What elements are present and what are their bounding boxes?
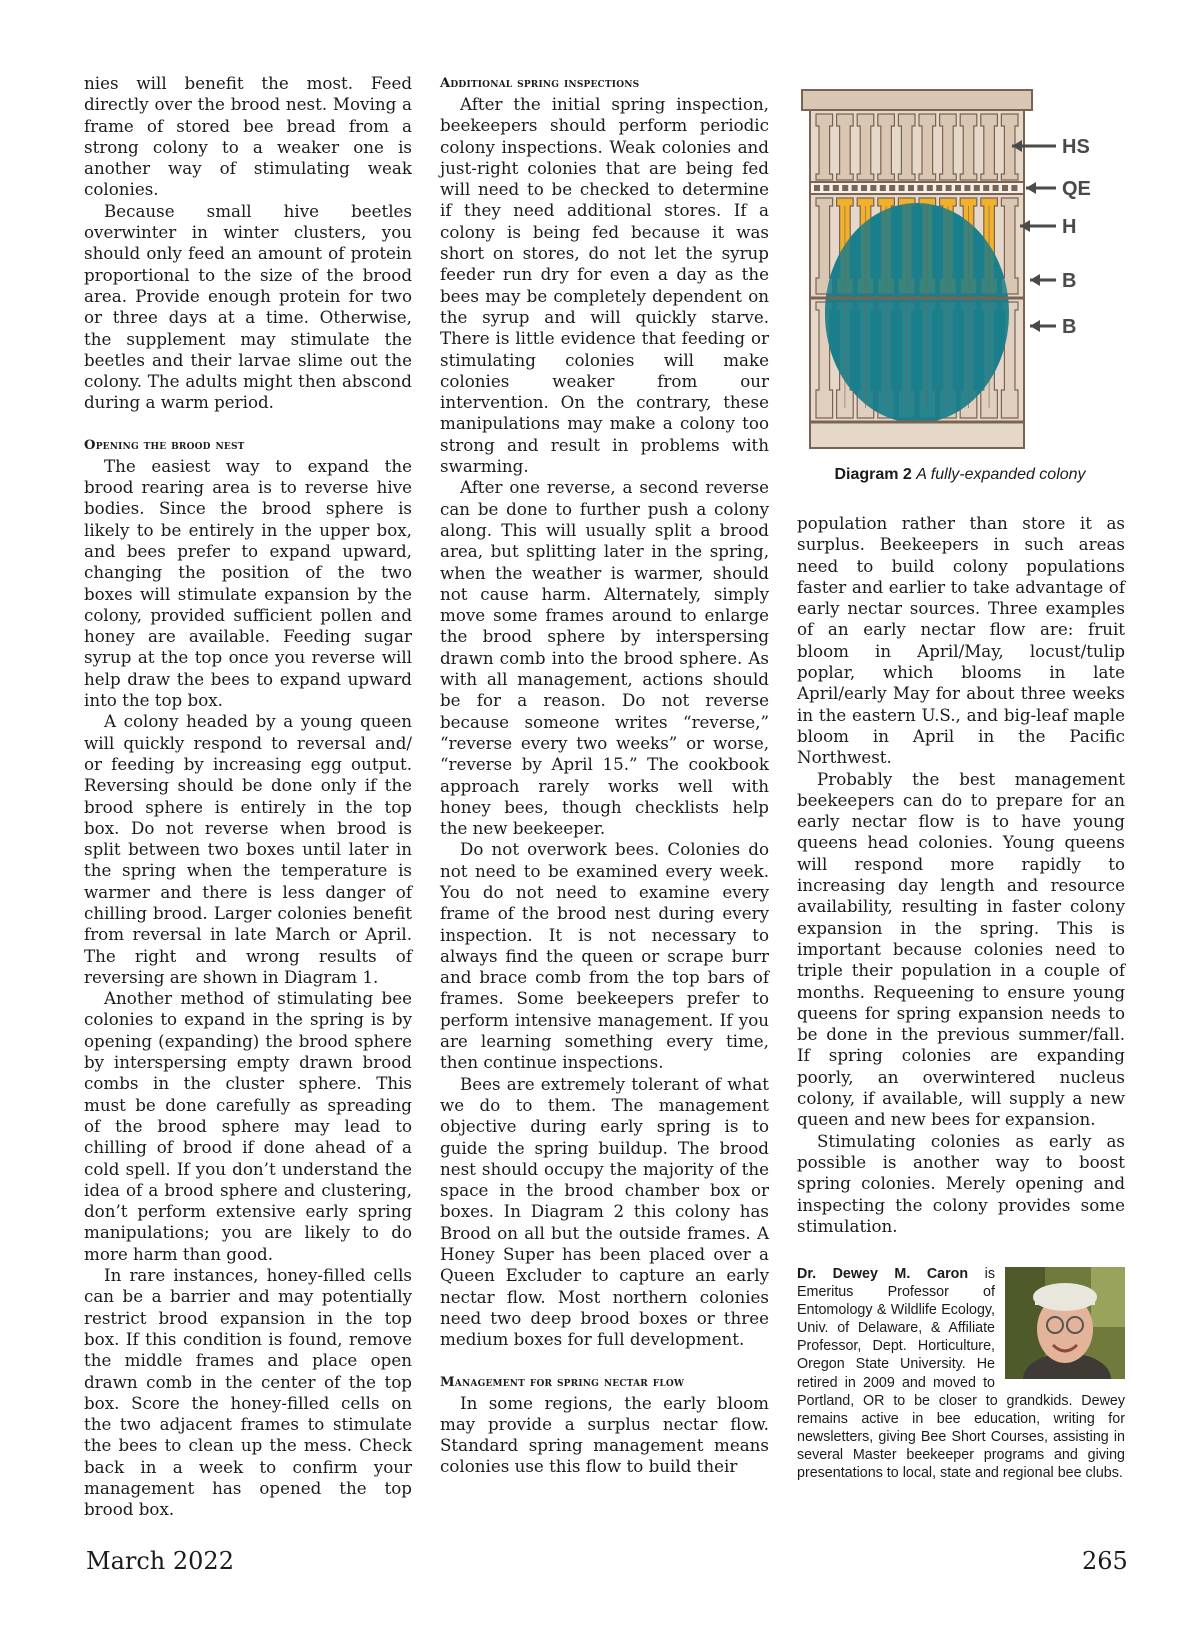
excluder-slot (823, 185, 829, 191)
excluder-slot (889, 185, 895, 191)
excluder-slot (917, 185, 923, 191)
author-name: Dr. Dewey M. Caron (797, 1266, 969, 1282)
excluder-slot (955, 185, 961, 191)
honey-super-frame (940, 114, 957, 180)
paragraph: In rare instances, honey-filled cells can be a barrier and may potentially restrict brood expansion in the top box. If this condition is found, remove the middle frames and place open drawn comb in the center of the top box. Score the honey-filled cells on the two adjacent frames to stimulate the bees to clean up the mess. Check back in a week to confirm your management has opened the top brood box. (84, 1265, 412, 1520)
arrow-head (1030, 274, 1040, 286)
paragraph: Because small hive beetles overwinter in winter clusters, you should only feed an amount of protein proportional to the size of the brood area. Provide enough protein for two or three days at a time. Otherwise, the supplement may stimulate the beetles and their larvae slime out the colony. The adults might then abscond during a warm period. (84, 200, 412, 413)
author-photo (1005, 1267, 1125, 1379)
section-heading-opening-brood-nest: Opening the brood nest (84, 437, 245, 453)
excluder-slot (974, 185, 980, 191)
page-number: 265 (1082, 1547, 1128, 1575)
paragraph: In some regions, the early bloom may provide a surplus nectar flow. Standard spring management means colonies use this flow to build their (440, 1392, 769, 1477)
diagram-hive-colony (800, 88, 1120, 458)
column-3 (797, 513, 1125, 1237)
paragraph: Do not overwork bees. Colonies do not need to be examined every week. You do not need to examine every frame of the brood nest during every inspection. It is not necessary to always find the queen or scrape burr and brace comb from the top bars of frames. Some beekeepers prefer to perform intensive management. If you are learning something every time, then continue inspections. (440, 839, 769, 1073)
diagram-label-b: B (1062, 316, 1077, 338)
excluder-slot (852, 185, 858, 191)
honey-super-frame (837, 114, 854, 180)
excluder-slot (833, 185, 839, 191)
paragraph: Stimulating colonies as early as possible is another way to boost spring colonies. Merely opening and inspecting the colony provides some stimulation. (797, 1130, 1125, 1236)
diagram-label-h: H (1062, 216, 1077, 238)
excluder-slot (842, 185, 848, 191)
paragraph: population rather than store it as surplus. Beekeepers in such areas need to build colony populations faster and earlier to take advantage of early nectar sources. Three examples of an early nectar flow are: fruit bloom in April/May, locust/tulip poplar, which blooms in late April/early May for about three weeks in the eastern U.S., and big-leaf maple bloom in April in the Pacific Northwest. (797, 513, 1125, 768)
paragraph: Another method of stimulating bee colonies to expand in the spring is by opening (expanding) the brood sphere by interspersing empty drawn brood combs in the cluster sphere. This must be done carefully as spreading of the brood sphere may lead to chilling of brood if done ahead of a cold spell. If you don’t understand the idea of a brood sphere and clustering, don’t perform extensive early spring manipulations; you are likely to do more harm than good. (84, 988, 412, 1264)
brood-sphere-overlay (825, 203, 1009, 423)
paragraph: The easiest way to expand the brood rearing area is to reverse hive bodies. Since the brood sphere is likely to be entirely in the upper box, and bees prefer to expand upward, changing the position of the two boxes will stimulate expansion by the colony, provided sufficient pollen and honey are available. Feeding sugar syrup at the top once you reverse will help draw the bees to expand upward into the top box. (84, 455, 412, 711)
excluder-slot (814, 185, 820, 191)
excluder-slot (927, 185, 933, 191)
caption-label: Diagram 2 (834, 466, 912, 483)
excluder-slot (983, 185, 989, 191)
diagram-caption (800, 466, 1120, 484)
excluder-slot (861, 185, 867, 191)
paragraph: nies will benefit the most. Feed directly over the brood nest. Moving a frame of stored bee bread from a strong colony to a weaker one is another way of stimulating weak colonies. (84, 73, 412, 200)
honey-super-frame (919, 114, 936, 180)
honey-super-frame (816, 114, 833, 180)
column-2 (440, 73, 769, 1478)
section-heading-nectar-flow: Management for spring nectar flow (440, 1374, 685, 1390)
paragraph: After the initial spring inspection, beekeepers should perform periodic colony inspections. Weak colonies and just-right colonies that are being fed will need to be checked to determine if they need additional stores. If a colony is being fed because it was short on stores, do not let the syrup feeder run dry for even a day as the bees may be completely dependent on the syrup and will quickly starve. There is little evidence that feeding or stimulating colonies will make colonies weaker from our intervention. On the contrary, these manipulations may make a colony too strong and result in problems with swarming. (440, 94, 769, 477)
excluder-slot (946, 185, 952, 191)
diagram-label-hs: HS (1062, 136, 1090, 158)
excluder-slot (1002, 185, 1008, 191)
excluder-slot (1011, 185, 1017, 191)
excluder-slot (993, 185, 999, 191)
hive-lid (802, 90, 1032, 110)
section-heading-additional-inspections: Additional spring inspections (440, 76, 640, 91)
excluder-slot (936, 185, 942, 191)
paragraph: Probably the best management beekeepers can do to prepare for an early nectar flow is to have young queens head colonies. Young queens will respond more rapidly to increasing day length and resource availability, resulting in faster colony expansion in the spring. This is important because colonies need to triple their population in a couple of months. Requeening to ensure young queens for spring expansion needs to be done in the previous summer/fall. If spring colonies are expanding poorly, an overwintered nucleus colony, if available, will supply a new queen and new bees for expansion. (797, 768, 1125, 1130)
arrow-head (1026, 182, 1036, 194)
honey-super-frame (981, 114, 998, 180)
arrow-head (1030, 320, 1040, 332)
diagram-label-qe: QE (1062, 178, 1091, 200)
paragraph: Bees are extremely tolerant of what we do to them. The management objective during early spring is to guide the spring buildup. The brood nest should occupy the majority of the space in the brood chamber box or boxes. In Diagram 2 this colony has Brood on all but the outside frames. A Honey Super has been placed over a Queen Excluder to capture an early nectar flow. Most northern colonies need two deep brood boxes or three medium boxes for full development. (440, 1073, 769, 1350)
column-1 (84, 73, 412, 1521)
honey-super-frame (960, 114, 977, 180)
paragraph: A colony headed by a young queen will quickly respond to reversal and/ or feeding by increasing egg output. Reversing should be done only if the brood sphere is entirely in the top box. Do not reverse when brood is split between two boxes until later in the spring when the temperature is warmer and there is less danger of chilling brood. Larger colonies benefit from reversal in late March or April. The right and wrong results of reversing are shown in Diagram 1. (84, 711, 412, 987)
excluder-slot (880, 185, 886, 191)
honey-super-frame (857, 114, 874, 180)
author-bio-text: is Emeritus Professor of Entomology & Wildlife Ecology, Univ. of Delaware, & Affiliate Professor, Dept. Horticulture, Oregon State University. He retired in 2009 and moved to Portland, OR to be closer to grandkids. Dewey remains active in bee education, writing for newsletters, giving Bee Short Courses, assisting in several Master beekeeper programs and giving presentations to local, state and regional bee clubs. (797, 1266, 1125, 1482)
excluder-slot (870, 185, 876, 191)
queen-excluder (810, 182, 1024, 194)
excluder-slot (908, 185, 914, 191)
paragraph: After one reverse, a second reverse can be done to further push a colony along. This will usually split a brood area, but splitting later in the spring, when the weather is warmer, should not cause harm. Alternately, simply move some frames around to enlarge the brood sphere by interspersing drawn comb into the brood sphere. As with all management, actions should be for a reason. Do not reverse because someone writes “reverse,” “reverse every two weeks” or worse, “reverse by April 15.” The cookbook approach rarely works well with honey bees, though checklists help the new beekeeper. (440, 477, 769, 839)
author-bio (797, 1265, 1125, 1482)
footer-date: March 2022 (86, 1547, 234, 1575)
honey-super-frame (878, 114, 895, 180)
honey-super-frame (898, 114, 915, 180)
excluder-slot (899, 185, 905, 191)
excluder-slot (964, 185, 970, 191)
caption-text: A fully-expanded colony (916, 466, 1086, 483)
diagram-label-b: B (1062, 270, 1077, 292)
